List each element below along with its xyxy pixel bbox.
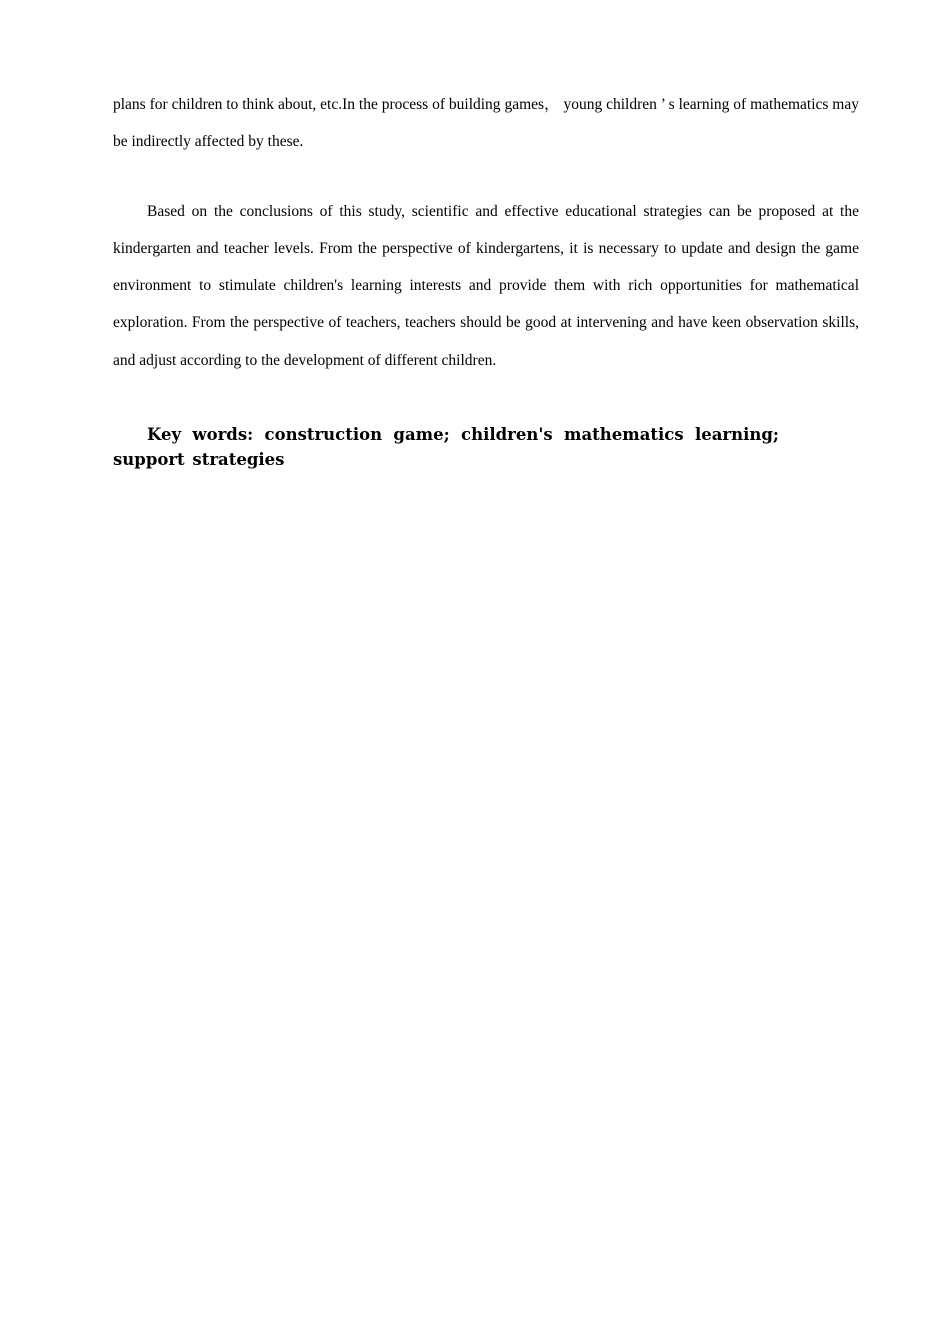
document-page [113, 86, 859, 472]
keywords-line: Key words: construction game; children's mathematics learning; support strategies [113, 425, 779, 470]
paragraph-conclusions: Based on the conclusions of this study, scientific and effective educational strategies can be proposed at the kindergarten and teacher levels. From the perspective of kindergartens, it is necessary to update and design the game environment to stimulate children's learning interests and provide them with rich opportunities for mathematical exploration. From the perspective of teachers, teachers should be good at intervening and have keen observation skills, and adjust according to the development of different children. [113, 202, 859, 369]
paragraph-continuation: plans for children to think about, etc.In the process of building games， young children ’ s learning of mathematics may be indirectly affected by these. [113, 96, 859, 151]
